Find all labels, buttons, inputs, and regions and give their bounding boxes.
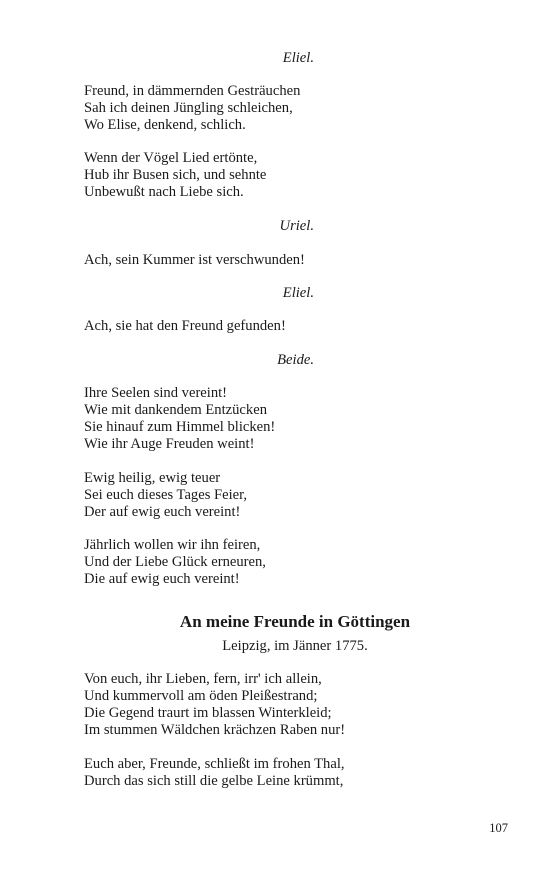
speaker-uriel: Uriel. xyxy=(279,218,314,234)
verse-line: Euch aber, Freunde, schließt im frohen Thal, xyxy=(84,756,345,772)
verse-line: Die auf ewig euch vereint! xyxy=(84,571,240,587)
verse-line: Wie mit dankendem Entzücken xyxy=(84,402,267,418)
verse-line: Wenn der Vögel Lied ertönte, xyxy=(84,150,258,166)
verse-line: Ach, sein Kummer ist verschwunden! xyxy=(84,252,305,268)
verse-line: Ach, sie hat den Freund gefunden! xyxy=(84,318,286,334)
verse-line: Ihre Seelen sind vereint! xyxy=(84,385,228,401)
verse-line: Wo Elise, denkend, schlich. xyxy=(84,117,246,133)
stanza xyxy=(84,385,484,453)
verse-line: Der auf ewig euch vereint! xyxy=(84,504,241,520)
speaker-eliel: Eliel. xyxy=(282,285,314,301)
stanza xyxy=(84,150,484,201)
verse-line: Unbewußt nach Liebe sich. xyxy=(84,184,244,200)
verse-line: Durch das sich still die gelbe Leine krümmt, xyxy=(84,773,344,789)
stanza xyxy=(84,83,484,134)
verse-line: Im stummen Wäldchen krächzen Raben nur! xyxy=(84,722,346,738)
page-number: 107 xyxy=(489,821,508,835)
poem-place-date: Leipzig, im Jänner 1775. xyxy=(222,638,368,654)
speaker-beide: Beide. xyxy=(277,352,314,368)
stanza xyxy=(84,252,484,269)
verse-line: Und kummervoll am öden Pleißestrand; xyxy=(84,688,318,704)
stanza xyxy=(84,671,484,739)
verse-line: Jährlich wollen wir ihn feiren, xyxy=(84,537,261,553)
stanza xyxy=(84,470,484,521)
verse-line: Sie hinauf zum Himmel blicken! xyxy=(84,419,276,435)
poem-title: An meine Freunde in Göttingen xyxy=(179,612,411,631)
verse-line: Freund, in dämmernden Gesträuchen xyxy=(84,83,301,99)
speaker-eliel: Eliel. xyxy=(282,50,314,66)
verse-line: Und der Liebe Glück erneuren, xyxy=(84,554,266,570)
verse-line: Sah ich deinen Jüngling schleichen, xyxy=(84,100,293,116)
stanza xyxy=(84,756,484,790)
stanza xyxy=(84,318,484,335)
verse-line: Ewig heilig, ewig teuer xyxy=(84,470,221,486)
verse-line: Wie ihr Auge Freuden weint! xyxy=(84,436,255,452)
stanza xyxy=(84,537,484,588)
verse-line: Hub ihr Busen sich, und sehnte xyxy=(84,167,267,183)
verse-line: Die Gegend traurt im blassen Winterkleid; xyxy=(84,705,332,721)
verse-line: Sei euch dieses Tages Feier, xyxy=(84,487,248,503)
verse-line: Von euch, ihr Lieben, fern, irr' ich allein, xyxy=(84,671,322,687)
